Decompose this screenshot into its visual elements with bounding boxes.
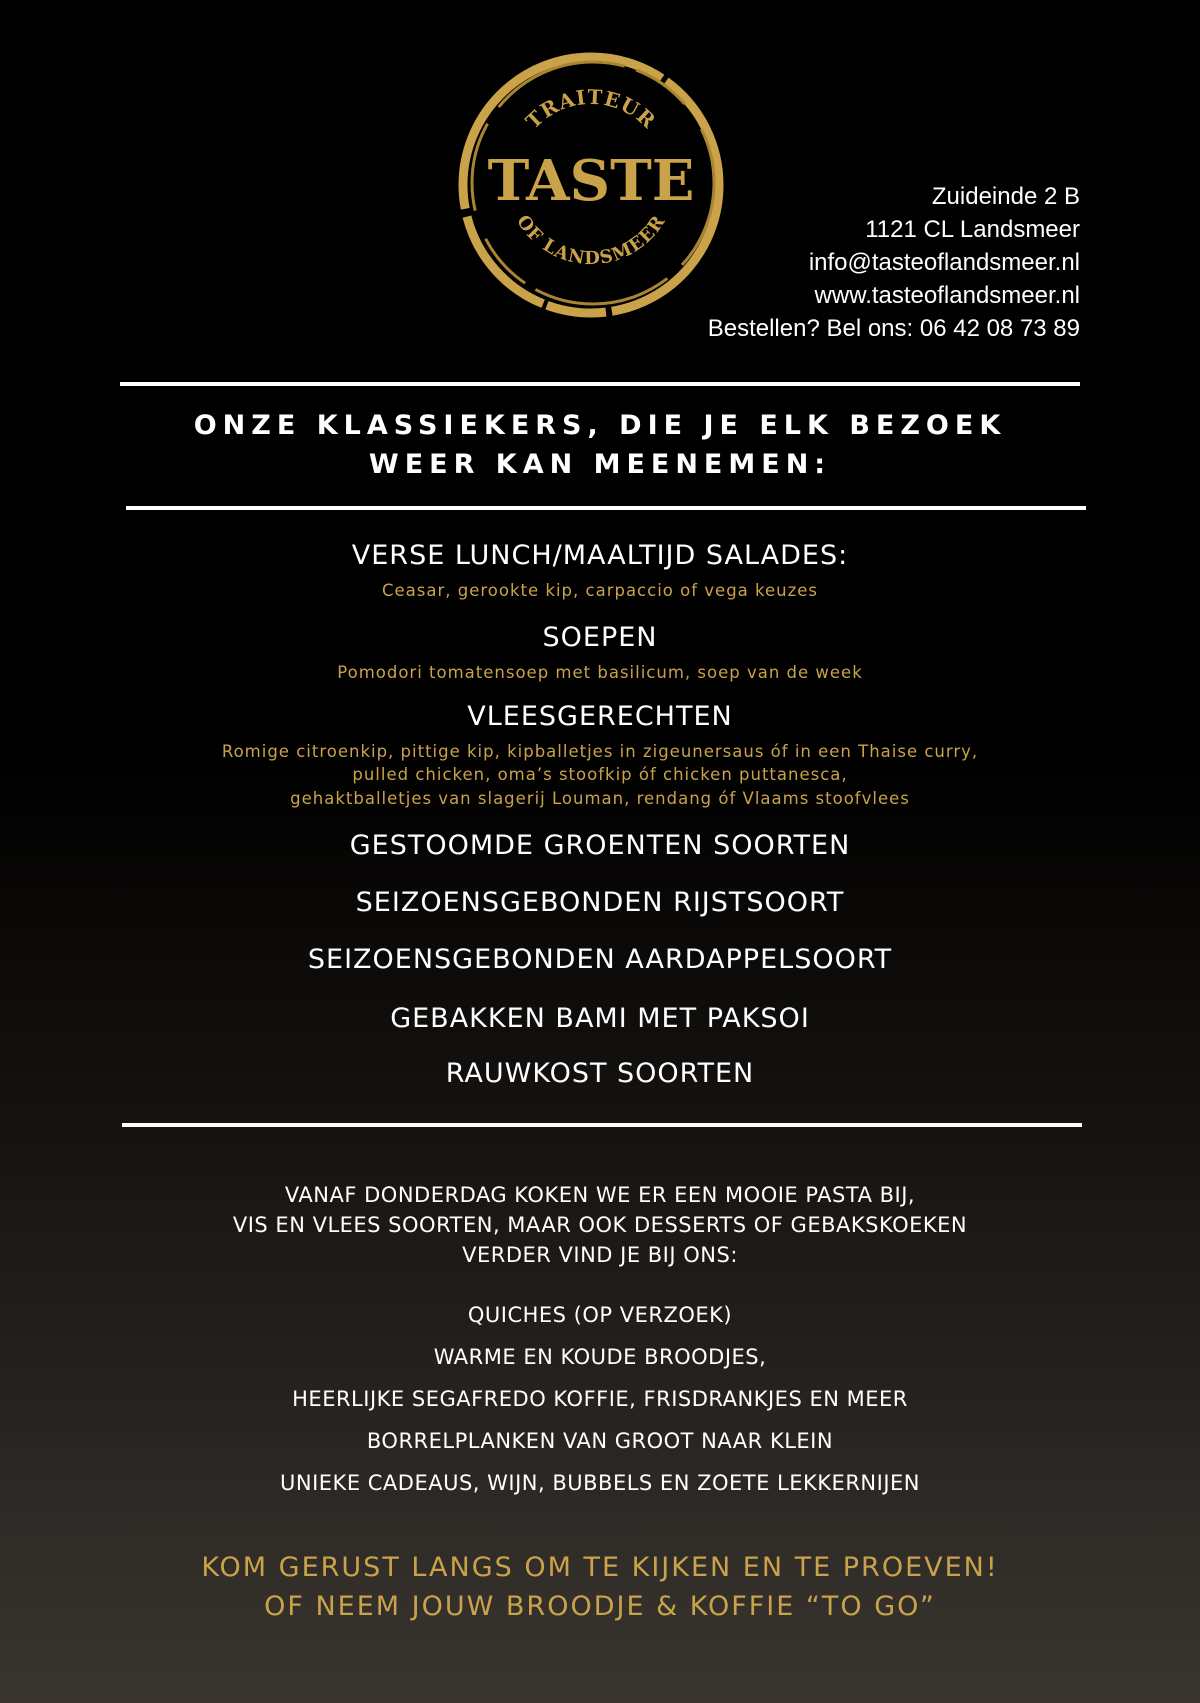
weekly-intro	[0, 1180, 1200, 1270]
menu-desc-soups: Pomodori tomatensoep met basilicum, soep van de week	[337, 663, 863, 682]
extra-item-quiches: QUICHES (OP VERZOEK)	[467, 1303, 733, 1327]
intro-line-2: VIS EN VLEES SOORTEN, MAAR OOK DESSERTS OF GEBAKSKOEKEN	[232, 1213, 968, 1237]
address-postal: 1121 CL Landsmeer	[865, 216, 1080, 243]
email-link[interactable]: info@tasteoflandsmeer.nl	[808, 249, 1080, 276]
cta-line-2: OF NEEM JOUW BROODJE & KOFFIE “TO GO”	[264, 1591, 936, 1622]
cta-line-1: KOM GERUST LANGS OM TE KIJKEN EN TE PROEVEN!	[201, 1552, 999, 1583]
order-phone[interactable]: Bestellen? Bel ons: 06 42 08 73 89	[707, 315, 1080, 342]
menu-item-bami: GEBAKKEN BAMI MET PAKSOI	[390, 1003, 810, 1034]
menu-item-raw-vegetables: RAUWKOST SOORTEN	[445, 1058, 755, 1089]
heading-line-1: ONZE KLASSIEKERS, DIE JE ELK BEZOEK	[193, 410, 1007, 441]
intro-line-3: VERDER VIND JE BIJ ONS:	[462, 1243, 738, 1267]
menu-item-seasonal-potato: SEIZOENSGEBONDEN AARDAPPELSOORT	[307, 944, 893, 975]
menu-desc-salads: Ceasar, gerookte kip, carpaccio of vega keuzes	[381, 581, 819, 600]
address-street: Zuideinde 2 B	[931, 183, 1080, 210]
divider-middle	[126, 506, 1086, 510]
menu-item-seasonal-rice: SEIZOENSGEBONDEN RIJSTSOORT	[355, 887, 845, 918]
menu-desc-meat-1: Romige citroenkip, pittige kip, kipballetjes in zigeunersaus óf in een Thaise curry,	[221, 742, 979, 761]
call-to-action	[0, 1548, 1200, 1626]
extra-item-sandwiches: WARME EN KOUDE BROODJES,	[433, 1345, 767, 1369]
section-heading	[0, 406, 1200, 484]
extra-item-platters: BORRELPLANKEN VAN GROOT NAAR KLEIN	[366, 1429, 834, 1453]
menu-item-steamed-vegetables: GESTOOMDE GROENTEN SOORTEN	[349, 830, 851, 861]
menu-desc-meat-2: pulled chicken, oma’s stoofkip óf chicken puttanesca,	[352, 765, 848, 784]
logo-main-text: TASTE	[487, 148, 695, 214]
extra-item-gifts: UNIEKE CADEAUS, WIJN, BUBBELS EN ZOETE LEKKERNIJEN	[280, 1471, 920, 1495]
logo-top-text: TRAITEUR	[520, 84, 661, 134]
heading-line-2: WEER KAN MEENEMEN:	[368, 449, 832, 480]
extra-item-coffee: HEERLIJKE SEGAFREDO KOFFIE, FRISDRANKJES EN MEER	[292, 1387, 908, 1411]
divider-bottom	[122, 1123, 1082, 1127]
contact-block	[708, 180, 1080, 345]
menu-title-soups: SOEPEN	[542, 622, 658, 653]
menu-desc-meat-3: gehaktballetjes van slagerij Louman, rendang óf Vlaams stoofvlees	[290, 789, 910, 808]
intro-line-1: VANAF DONDERDAG KOKEN WE ER EEN MOOIE PASTA BIJ,	[284, 1183, 916, 1207]
taste-of-landsmeer-logo	[446, 44, 736, 326]
divider-top	[120, 382, 1080, 386]
menu-title-salads: VERSE LUNCH/MAALTIJD SALADES:	[351, 540, 849, 571]
website-link[interactable]: www.tasteoflandsmeer.nl	[814, 282, 1080, 309]
logo-bottom-text: OF LANDSMEER	[512, 211, 670, 270]
menu-title-meat: VLEESGERECHTEN	[467, 701, 733, 732]
